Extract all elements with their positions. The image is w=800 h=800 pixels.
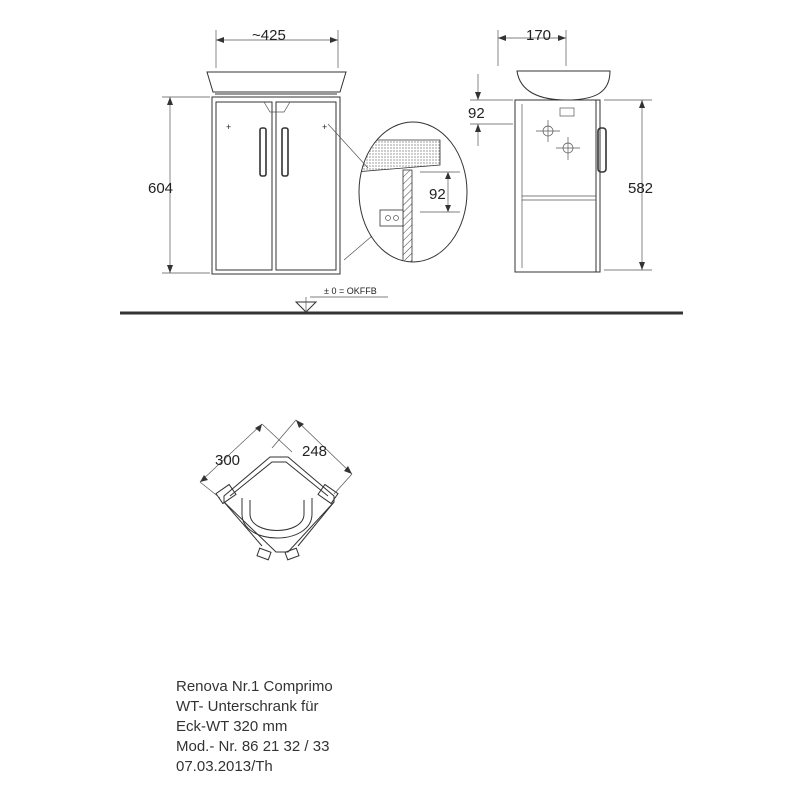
caption-line-1: Renova Nr.1 Comprimo <box>176 678 333 695</box>
caption-line-2: WT- Unterschrank für <box>176 698 319 715</box>
side-height-label: 582 <box>628 180 654 197</box>
plan-view <box>200 420 352 560</box>
side-cutout-label: 92 <box>468 105 485 122</box>
caption-line-5: 07.03.2013/Th <box>176 758 273 775</box>
detail-view <box>355 122 467 270</box>
svg-text:+: + <box>322 122 328 132</box>
svg-text:+: + <box>226 122 232 132</box>
side-view <box>468 27 653 272</box>
floor-line <box>120 286 683 313</box>
title-block <box>176 677 333 777</box>
front-width-label: ~425 <box>252 27 286 44</box>
caption-line-4: Mod.- Nr. 86 21 32 / 33 <box>176 738 330 755</box>
front-view <box>148 27 372 274</box>
side-depth-label: 170 <box>526 27 552 44</box>
front-height-label: 604 <box>148 180 174 197</box>
detail-height-label: 92 <box>429 186 446 203</box>
floor-level-label: ± 0 = OKFFB <box>324 286 377 296</box>
caption-line-3: Eck-WT 320 mm <box>176 718 288 735</box>
plan-width-b-label: 248 <box>302 443 328 460</box>
plan-width-a-label: 300 <box>215 452 241 469</box>
